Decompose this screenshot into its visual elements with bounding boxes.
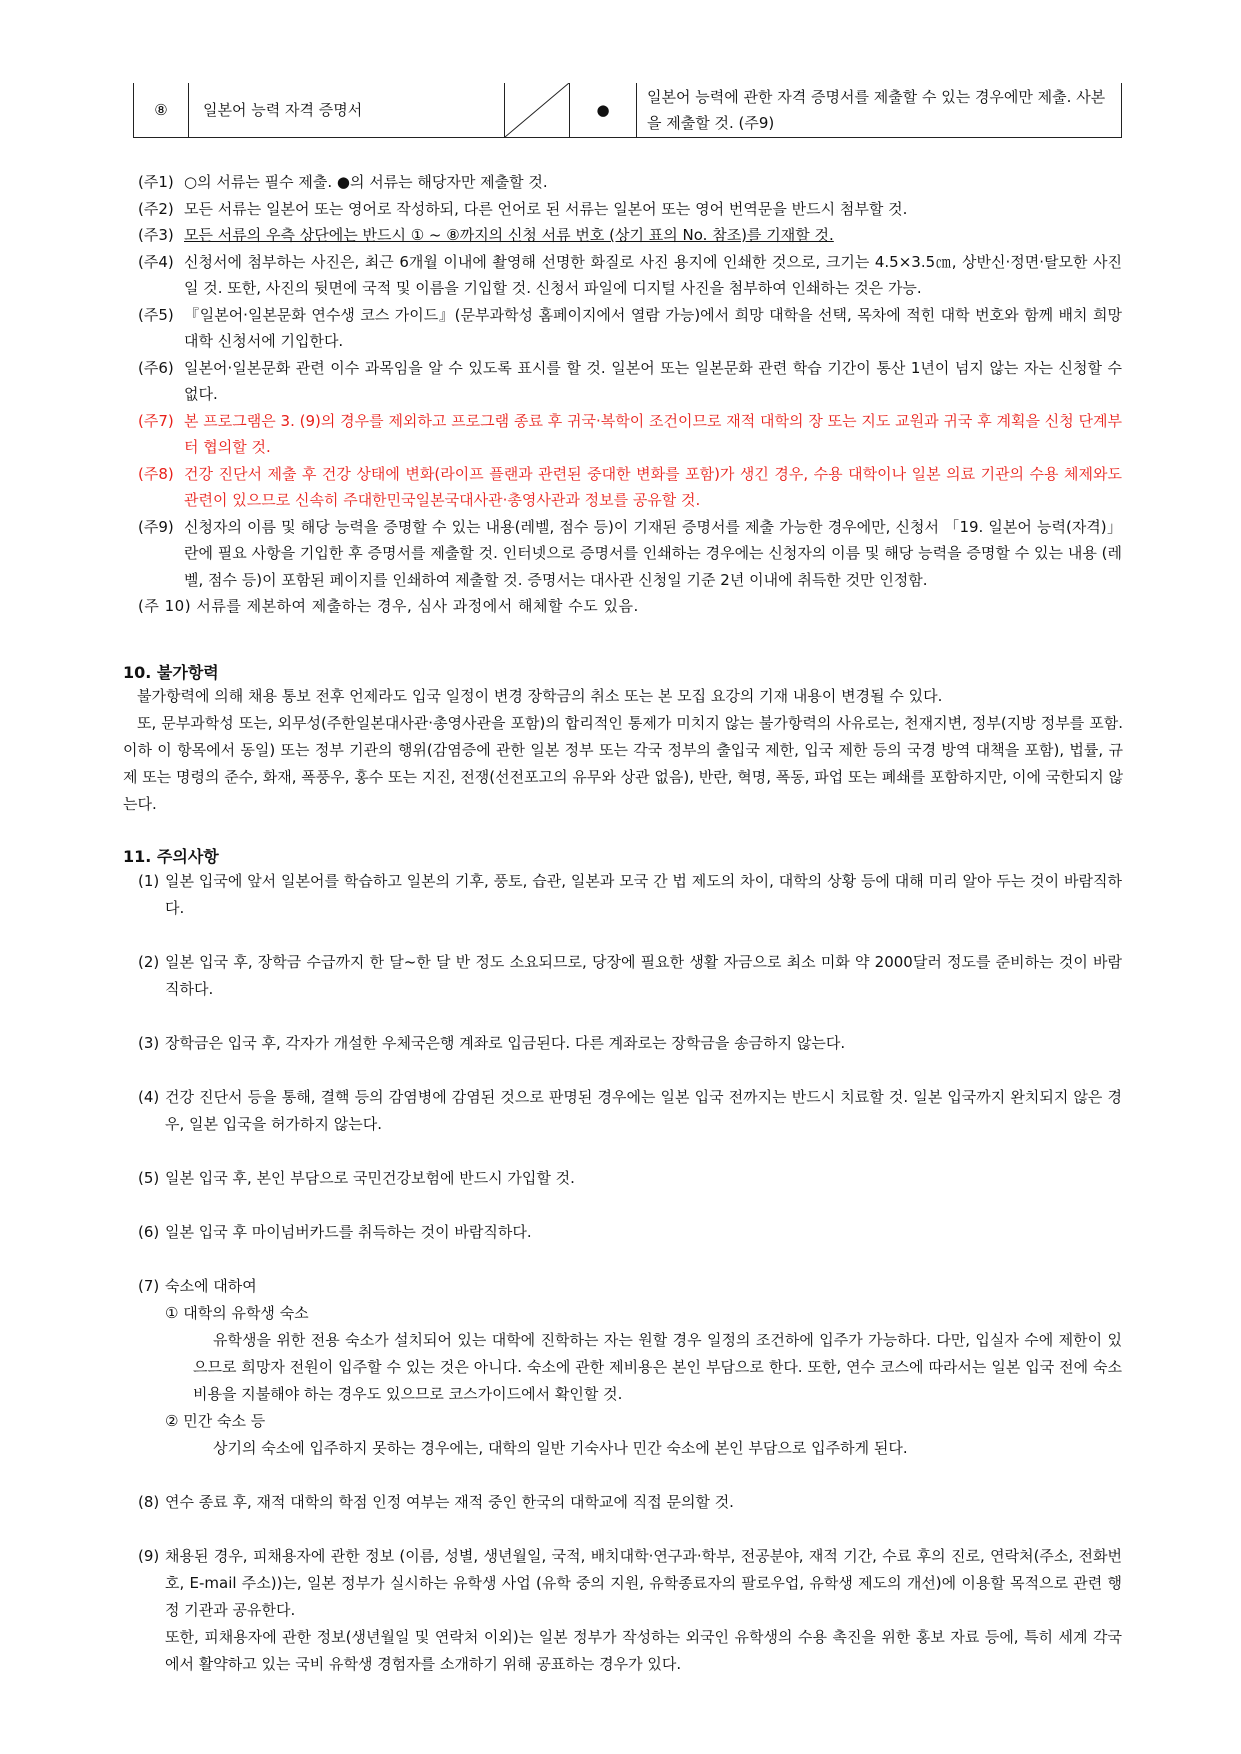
note-9: (주9) 신청자의 이름 및 해당 능력을 증명할 수 있는 내용(레벨, 점수 등)이 기재된 증명서를 제출 가능한 경우에만, 신청서 「19. 일본어 능력(자격)」란에 필요 사항을 기입한 후 증명서를 제출할 것. 인터넷으로 증명서를 인쇄하는 경우에는 신청자의 이름 및 해당 능력을 증명할 수 있는 내용 (레벨, 점수 등)이 포함된 페이지를 인쇄하여 제출할 것. 증명서는 대사관 신청일 기준 2년 이내에 취득한 것만 인정함. bbox=[138, 517, 1122, 589]
section-10-paragraph-1: 불가항력에 의해 채용 통보 전후 언제라도 입국 일정이 변경 장학금의 취소 또는 본 모집 요강의 기재 내용이 변경될 수 있다. bbox=[137, 687, 943, 705]
diagonal-slash-icon bbox=[505, 83, 569, 137]
caution-6: (6) 일본 입국 후 마이넘버카드를 취득하는 것이 바람직하다. bbox=[138, 1223, 532, 1241]
caution-3: (3) 장학금은 입국 후, 각자가 개설한 우체국은행 계좌로 입금된다. 다른 계좌로는 장학금을 송금하지 않는다. bbox=[138, 1034, 846, 1052]
conditional-mark-cell: ● bbox=[570, 83, 637, 138]
note-7-highlighted: (주7) 본 프로그램은 3. (9)의 경우를 제외하고 프로그램 종료 후 귀국·복학이 조건이므로 재적 대학의 장 또는 지도 교원과 귀국 후 계획을 신청 단계부터 협의할 것. bbox=[138, 411, 1122, 456]
caution-2: (2) 일본 입국 후, 장학금 수급까지 한 달~한 달 반 정도 소요되므로, 당장에 필요한 생활 자금으로 최소 미화 약 2000달러 정도를 준비하는 것이 바람직하다. bbox=[138, 953, 1122, 998]
caution-9: (9) 채용된 경우, 피채용자에 관한 정보 (이름, 성별, 생년월일, 국적, 배치대학·연구과·학부, 전공분야, 재적 기간, 수료 후의 진로, 연락처(주소, 전화번호, E-mail 주소))는, 일본 정부가 실시하는 유학생 사업 (유학 중의 지원, 유학종료자의 팔로우업, 유학생 제도의 개선)에 이용할 목적으로 관련 행정 기관과 공유한다. 또한, 피채용자에 관한 정보(생년월일 및 연락처 이외)는 일본 정부가 작성하는 외국인 유학생의 수용 촉진을 위한 홍보 자료 등에, 특히 세계 각국에서 활약하고 있는 국비 유학생 경험자를 소개하기 위해 공표하는 경우가 있다. bbox=[138, 1547, 1122, 1673]
dorm-university-text: 유학생을 위한 전용 숙소가 설치되어 있는 대학에 진학하는 자는 원할 경우 일정의 조건하에 입주가 가능하다. 다만, 입실자 수에 제한이 있으므로 희망자 전원이 입주할 수 있는 것은 아니다. 숙소에 관한 제비용은 본인 부담으로 한다. 또한, 연수 코스에 따라서는 일본 입국 전에 숙소 비용을 지불해야 하는 경우도 있으므로 코스가이드에서 확인할 것. bbox=[193, 1331, 1122, 1403]
note-8-highlighted: (주8) 건강 진단서 제출 후 건강 상태에 변화(라이프 플랜과 관련된 중대한 변화를 포함)가 생긴 경우, 수용 대학이나 일본 의료 기관의 수용 체제와도 관련이 있으므로 신속히 주대한민국일본국대사관·총영사관과 정보를 공유할 것. bbox=[138, 464, 1122, 509]
required-documents-table bbox=[133, 83, 1122, 138]
dorm-private-text: 상기의 숙소에 입주하지 못하는 경우에는, 대학의 일반 기숙사나 민간 숙소에 본인 부담으로 입주하게 된다. bbox=[213, 1439, 908, 1457]
caution-5: (5) 일본 입국 후, 본인 부담으로 국민건강보험에 반드시 가입할 것. bbox=[138, 1169, 575, 1187]
caution-8: (8) 연수 종료 후, 재적 대학의 학점 인정 여부는 재적 중인 한국의 대학교에 직접 문의할 것. bbox=[138, 1493, 734, 1511]
note-3: (주3) 모든 서류의 우측 상단에는 반드시 ① ~ ⑧까지의 신청 서류 번호 (상기 표의 No. 참조)를 기재할 것. bbox=[138, 226, 834, 244]
note-2: (주2) 모든 서류는 일본어 또는 영어로 작성하되, 다른 언어로 된 서류는 일본어 또는 영어 번역문을 반드시 첨부할 것. bbox=[138, 199, 908, 218]
caution-7: (7) 숙소에 대하여 bbox=[138, 1277, 257, 1295]
table-row bbox=[134, 83, 1122, 138]
section-10-paragraph-2: 또, 문부과학성 또는, 외무성(주한일본대사관·총영사관을 포함)의 합리적인 통제가 미치지 않는 불가항력의 사유로는, 천재지변, 정부(지방 정부를 포함. 이하 이 항목에서 동일) 또는 정부 기관의 행위(감염증에 관한 일본 정부 또는 각국 정부의 출입국 제한, 입국 제한 등의 국경 방역 대책을 포함), 법률, 규제 또는 명령의 준수, 화재, 폭풍우, 홍수 또는 지진, 전쟁(선전포고의 유무와 상관 없음), 반란, 혁명, 폭동, 파업 또는 폐쇄를 포함하지만, 이에 국한되지 않는다. bbox=[123, 714, 1123, 813]
doc-name-cell: 일본어 능력 자격 증명서 bbox=[189, 83, 505, 138]
caution-9-paragraph-1: 채용된 경우, 피채용자에 관한 정보 (이름, 성별, 생년월일, 국적, 배치대학·연구과·학부, 전공분야, 재적 기간, 수료 후의 진로, 연락처(주소, 전화번호, E-mail 주소))는, 일본 정부가 실시하는 유학생 사업 (유학 중의 지원, 유학종료자의 팔로우업, 유학생 제도의 개선)에 이용할 목적으로 관련 행정 기관과 공유한다. bbox=[165, 1547, 1122, 1619]
section-11-heading: 11. 주의사항 bbox=[123, 847, 219, 866]
note-5: (주5) 『일본어·일본문화 연수생 코스 가이드』(문부과학성 홈페이지에서 열람 가능)에서 희망 대학을 선택, 목차에 적힌 대학 번호와 함께 배치 희망 대학 신청서에 기입한다. bbox=[138, 305, 1122, 350]
note-10: (주 10) 서류를 제본하여 제출하는 경우, 심사 과정에서 해체할 수도 있음. bbox=[138, 597, 639, 615]
notes-list bbox=[138, 169, 1122, 620]
doc-number-cell: ⑧ bbox=[134, 83, 189, 138]
caution-1: (1) 일본 입국에 앞서 일본어를 학습하고 일본의 기후, 풍토, 습관, 일본과 모국 간 법 제도의 차이, 대학의 상황 등에 대해 미리 알아 두는 것이 바람직하다. bbox=[138, 872, 1122, 917]
dorm-private-heading: ② 민간 숙소 등 bbox=[165, 1412, 266, 1430]
doc-description-cell: 일본어 능력에 관한 자격 증명서를 제출할 수 있는 경우에만 제출. 사본을 제출할 것. (주9) bbox=[637, 83, 1122, 138]
caution-4: (4) 건강 진단서 등을 통해, 결핵 등의 감염병에 감염된 것으로 판명된 경우에는 일본 입국 전까지는 반드시 치료할 것. 일본 입국까지 완치되지 않은 경우, 일본 입국을 허가하지 않는다. bbox=[138, 1088, 1122, 1133]
section-10-heading: 10. 불가항력 bbox=[123, 663, 219, 682]
dorm-university-heading: ① 대학의 유학생 숙소 bbox=[165, 1304, 309, 1322]
cautions-list bbox=[138, 868, 1122, 1678]
caution-9-paragraph-2: 또한, 피채용자에 관한 정보(생년월일 및 연락처 이외)는 일본 정부가 작성하는 외국인 유학생의 수용 촉진을 위한 홍보 자료 등에, 특히 세계 각국에서 활약하고 있는 국비 유학생 경험자를 소개하기 위해 공표하는 경우가 있다. bbox=[165, 1628, 1122, 1673]
note-4: (주4) 신청서에 첨부하는 사진은, 최근 6개월 이내에 촬영해 선명한 화질로 사진 용지에 인쇄한 것으로, 크기는 4.5×3.5㎝, 상반신·정면·탈모한 사진일 것. 또한, 사진의 뒷면에 국적 및 이름을 기입할 것. 신청서 파일에 디지털 사진을 첨부하여 인쇄하는 것은 가능. bbox=[138, 252, 1122, 297]
note-1: (주1) ○의 서류는 필수 제출. ●의 서류는 해당자만 제출할 것. bbox=[138, 173, 548, 191]
not-applicable-cell bbox=[505, 83, 570, 138]
note-6: (주6) 일본어·일본문화 관련 이수 과목임을 알 수 있도록 표시를 할 것. 일본어 또는 일본문화 관련 학습 기간이 통산 1년이 넘지 않는 자는 신청할 수 없다. bbox=[138, 358, 1122, 403]
